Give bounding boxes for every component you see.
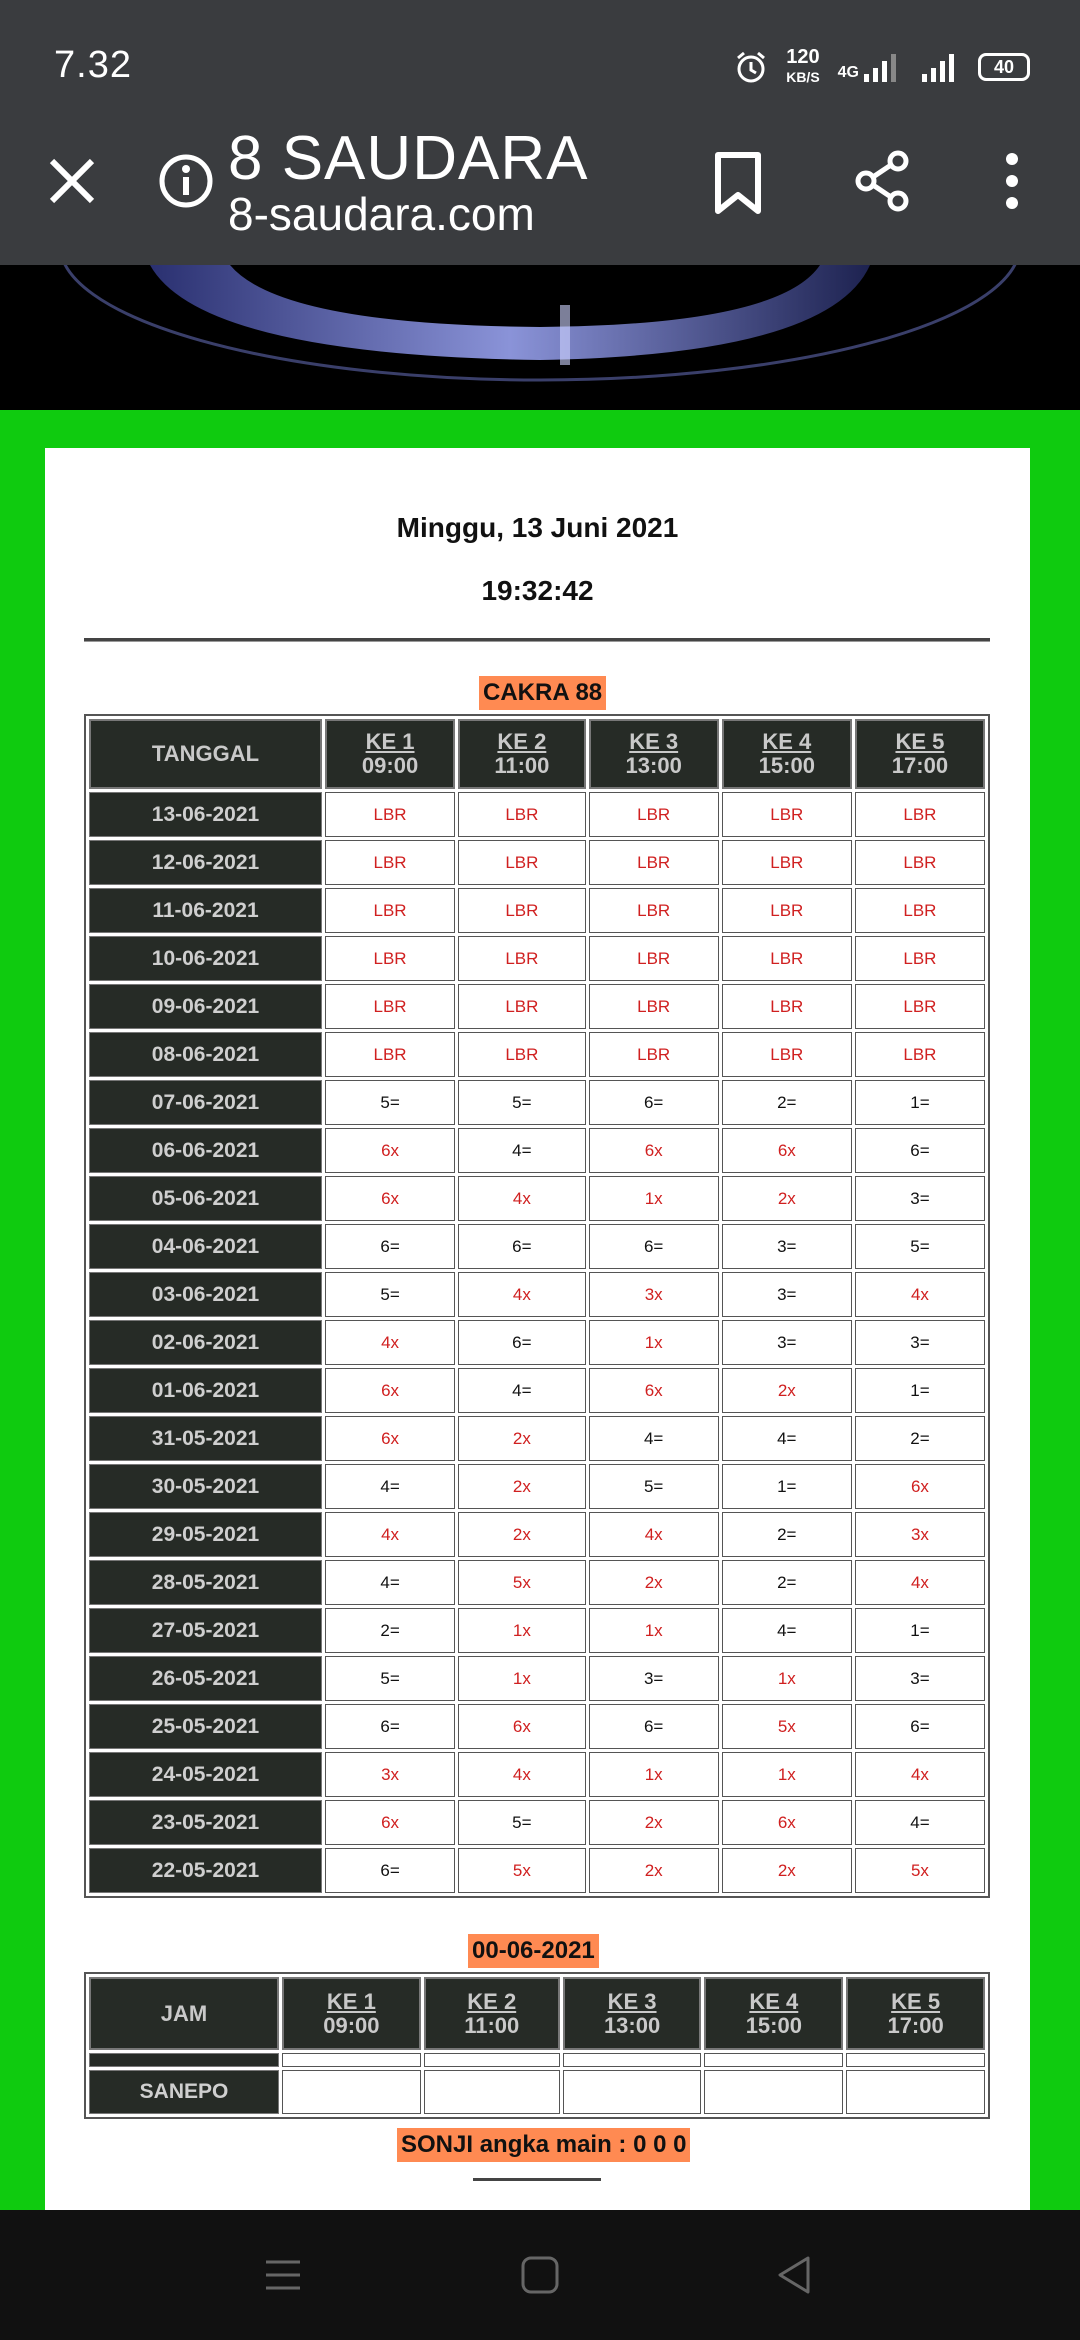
result-cell: LBR bbox=[722, 840, 852, 885]
result-cell: 1x bbox=[722, 1752, 852, 1797]
table-row bbox=[89, 1416, 985, 1461]
back-icon[interactable] bbox=[774, 2254, 814, 2296]
header-ke3[interactable]: KE 3 13:00 bbox=[563, 1977, 702, 2050]
row-date: 06-06-2021 bbox=[89, 1128, 322, 1173]
row-date: 07-06-2021 bbox=[89, 1080, 322, 1125]
result-cell: 5= bbox=[325, 1656, 455, 1701]
result-cell: LBR bbox=[325, 1032, 455, 1077]
result-cell: 4= bbox=[325, 1464, 455, 1509]
result-cell: LBR bbox=[855, 936, 985, 981]
result-cell: 1x bbox=[589, 1176, 719, 1221]
row-date: 12-06-2021 bbox=[89, 840, 322, 885]
result-cell: 3= bbox=[722, 1224, 852, 1269]
table-row bbox=[89, 936, 985, 981]
more-menu-icon[interactable] bbox=[998, 149, 1026, 213]
home-icon[interactable] bbox=[520, 2254, 560, 2296]
empty-cell bbox=[846, 2070, 985, 2114]
result-cell: 1= bbox=[722, 1464, 852, 1509]
result-cell: 1x bbox=[722, 1656, 852, 1701]
result-cell: 2= bbox=[855, 1416, 985, 1461]
result-cell: 2= bbox=[722, 1512, 852, 1557]
battery-icon: 40 bbox=[978, 53, 1030, 81]
header-ke1[interactable]: KE 1 09:00 bbox=[282, 1977, 421, 2050]
result-cell: LBR bbox=[458, 1032, 585, 1077]
table-row bbox=[89, 1464, 985, 1509]
empty-cell bbox=[846, 2053, 985, 2067]
footer-note: SONJI angka main : 0 0 0 bbox=[397, 2128, 690, 2162]
result-cell: LBR bbox=[855, 1032, 985, 1077]
page-date: Minggu, 13 Juni 2021 bbox=[396, 512, 679, 543]
result-cell: LBR bbox=[325, 984, 455, 1029]
empty-cell bbox=[282, 2070, 421, 2114]
result-cell: LBR bbox=[589, 1032, 719, 1077]
result-cell: 4= bbox=[325, 1560, 455, 1605]
table-row bbox=[89, 1224, 985, 1269]
row-date: 05-06-2021 bbox=[89, 1176, 322, 1221]
result-cell: 3= bbox=[722, 1272, 852, 1317]
result-cell: 6= bbox=[325, 1704, 455, 1749]
result-cell: 3= bbox=[589, 1656, 719, 1701]
result-cell: 4x bbox=[458, 1176, 585, 1221]
result-cell: LBR bbox=[722, 984, 852, 1029]
table-row bbox=[89, 2053, 985, 2067]
result-cell: 3= bbox=[855, 1176, 985, 1221]
result-cell: LBR bbox=[589, 888, 719, 933]
browser-toolbar bbox=[0, 125, 1080, 265]
empty-cell bbox=[563, 2070, 702, 2114]
result-cell: 4= bbox=[855, 1800, 985, 1845]
table-row bbox=[89, 1704, 985, 1749]
result-cell: 4= bbox=[589, 1416, 719, 1461]
page-clock: 19:32:42 bbox=[481, 575, 594, 606]
result-cell: 6= bbox=[589, 1080, 719, 1125]
result-cell: 4x bbox=[589, 1512, 719, 1557]
result-cell: LBR bbox=[589, 936, 719, 981]
row-date: 31-05-2021 bbox=[89, 1416, 322, 1461]
result-cell: LBR bbox=[855, 840, 985, 885]
result-cell: 6= bbox=[589, 1704, 719, 1749]
bookmark-icon[interactable] bbox=[710, 151, 766, 215]
table-row bbox=[89, 1848, 985, 1893]
result-cell: 3x bbox=[589, 1272, 719, 1317]
alarm-icon bbox=[734, 50, 768, 84]
result-cell: 6= bbox=[325, 1224, 455, 1269]
empty-cell bbox=[704, 2070, 843, 2114]
header-ke4[interactable]: KE 4 15:00 bbox=[722, 719, 852, 789]
row-date: 11-06-2021 bbox=[89, 888, 322, 933]
result-cell: 2x bbox=[722, 1848, 852, 1893]
row-date: 25-05-2021 bbox=[89, 1704, 322, 1749]
result-cell: LBR bbox=[458, 984, 585, 1029]
row-date: 29-05-2021 bbox=[89, 1512, 322, 1557]
row-date: 01-06-2021 bbox=[89, 1368, 322, 1413]
menu-icon[interactable] bbox=[262, 2254, 304, 2296]
status-icons bbox=[734, 44, 1030, 90]
table-row bbox=[89, 1656, 985, 1701]
result-cell: 6x bbox=[855, 1464, 985, 1509]
empty-cell bbox=[424, 2053, 560, 2067]
result-cell: 4x bbox=[325, 1512, 455, 1557]
result-cell: LBR bbox=[722, 888, 852, 933]
result-cell: 6x bbox=[458, 1704, 585, 1749]
result-cell: 4x bbox=[325, 1320, 455, 1365]
result-cell: LBR bbox=[589, 792, 719, 837]
header-ke5[interactable]: KE 5 17:00 bbox=[855, 719, 985, 789]
result-cell: LBR bbox=[855, 888, 985, 933]
divider bbox=[473, 2178, 601, 2181]
row-date: 27-05-2021 bbox=[89, 1608, 322, 1653]
table-row bbox=[89, 840, 985, 885]
signal-icon-2 bbox=[920, 52, 960, 82]
result-cell: 6x bbox=[722, 1128, 852, 1173]
row-date: 28-05-2021 bbox=[89, 1560, 322, 1605]
header-ke1[interactable]: KE 1 09:00 bbox=[325, 719, 455, 789]
table-header-row bbox=[89, 719, 985, 789]
result-cell: LBR bbox=[325, 888, 455, 933]
close-icon[interactable] bbox=[44, 153, 100, 209]
table-row bbox=[89, 1032, 985, 1077]
row-date: 26-05-2021 bbox=[89, 1656, 322, 1701]
result-cell: 2x bbox=[722, 1368, 852, 1413]
result-cell: 3= bbox=[722, 1320, 852, 1365]
table-row bbox=[89, 1512, 985, 1557]
result-cell: LBR bbox=[722, 936, 852, 981]
result-cell: LBR bbox=[589, 984, 719, 1029]
result-cell: 5= bbox=[325, 1080, 455, 1125]
results-table bbox=[84, 714, 990, 1898]
result-cell: 5x bbox=[855, 1848, 985, 1893]
result-cell: 4x bbox=[855, 1560, 985, 1605]
empty-cell bbox=[563, 2053, 702, 2067]
result-cell: 2x bbox=[589, 1800, 719, 1845]
result-cell: LBR bbox=[722, 1032, 852, 1077]
second-table-caption: 00-06-2021 bbox=[468, 1934, 599, 1968]
result-cell: 6= bbox=[325, 1848, 455, 1893]
result-cell: 6x bbox=[589, 1368, 719, 1413]
result-cell: 3x bbox=[325, 1752, 455, 1797]
result-cell: 2x bbox=[458, 1416, 585, 1461]
result-cell: 6= bbox=[458, 1224, 585, 1269]
result-cell: 1x bbox=[589, 1608, 719, 1653]
header-jam: JAM bbox=[89, 1977, 279, 2050]
table-caption: CAKRA 88 bbox=[479, 676, 606, 710]
result-cell: LBR bbox=[325, 936, 455, 981]
result-cell: 4= bbox=[722, 1416, 852, 1461]
result-cell: 5= bbox=[325, 1272, 455, 1317]
table-row bbox=[89, 1800, 985, 1845]
table-row bbox=[89, 1560, 985, 1605]
table-row bbox=[89, 1320, 985, 1365]
table-row bbox=[89, 1752, 985, 1797]
header-ke2[interactable]: KE 2 11:00 bbox=[458, 719, 585, 789]
result-cell: 6x bbox=[589, 1128, 719, 1173]
empty-cell bbox=[282, 2053, 421, 2067]
header-ke5[interactable]: KE 5 17:00 bbox=[846, 1977, 985, 2050]
result-cell: 6x bbox=[325, 1800, 455, 1845]
result-cell: 2x bbox=[458, 1464, 585, 1509]
result-cell: 2x bbox=[589, 1848, 719, 1893]
row-date: 23-05-2021 bbox=[89, 1800, 322, 1845]
banner-graphic bbox=[0, 265, 1080, 410]
row-date: 10-06-2021 bbox=[89, 936, 322, 981]
result-cell: 4x bbox=[458, 1752, 585, 1797]
result-cell: LBR bbox=[458, 840, 585, 885]
row-date: 04-06-2021 bbox=[89, 1224, 322, 1269]
result-cell: 1x bbox=[589, 1320, 719, 1365]
row-date: 02-06-2021 bbox=[89, 1320, 322, 1365]
empty-cell bbox=[89, 2053, 279, 2067]
table-row bbox=[89, 2070, 985, 2114]
result-cell: 3= bbox=[855, 1656, 985, 1701]
header-ke4[interactable]: KE 4 15:00 bbox=[704, 1977, 843, 2050]
result-cell: LBR bbox=[458, 936, 585, 981]
table-row bbox=[89, 888, 985, 933]
result-cell: 6= bbox=[589, 1224, 719, 1269]
row-date: 30-05-2021 bbox=[89, 1464, 322, 1509]
result-cell: LBR bbox=[325, 840, 455, 885]
header-tanggal: TANGGAL bbox=[89, 719, 322, 789]
table-header-row bbox=[89, 1977, 985, 2050]
result-cell: LBR bbox=[589, 840, 719, 885]
result-cell: 3= bbox=[855, 1320, 985, 1365]
result-cell: 4x bbox=[855, 1752, 985, 1797]
result-cell: 1x bbox=[589, 1752, 719, 1797]
row-date: 09-06-2021 bbox=[89, 984, 322, 1029]
result-cell: 6x bbox=[325, 1368, 455, 1413]
result-cell: 2= bbox=[722, 1560, 852, 1605]
result-cell: 3x bbox=[855, 1512, 985, 1557]
result-cell: 6= bbox=[855, 1128, 985, 1173]
table-row bbox=[89, 1080, 985, 1125]
result-cell: 4= bbox=[458, 1368, 585, 1413]
system-nav-bar bbox=[0, 2210, 1080, 2340]
empty-cell bbox=[704, 2053, 843, 2067]
row-date: 24-05-2021 bbox=[89, 1752, 322, 1797]
result-cell: 1x bbox=[458, 1656, 585, 1701]
result-cell: 1= bbox=[855, 1608, 985, 1653]
result-cell: LBR bbox=[855, 792, 985, 837]
result-cell: 1x bbox=[458, 1608, 585, 1653]
result-cell: 4x bbox=[855, 1272, 985, 1317]
sanepo-table bbox=[84, 1972, 990, 2119]
result-cell: 4x bbox=[458, 1272, 585, 1317]
result-cell: 5x bbox=[458, 1848, 585, 1893]
table-row bbox=[89, 1368, 985, 1413]
result-cell: 5x bbox=[458, 1560, 585, 1605]
result-cell: 2x bbox=[722, 1176, 852, 1221]
site-title: 8 SAUDARA bbox=[228, 124, 589, 193]
result-cell: 6x bbox=[325, 1128, 455, 1173]
network-type: 4G bbox=[837, 64, 859, 81]
header-ke2[interactable]: KE 2 11:00 bbox=[424, 1977, 560, 2050]
site-banner bbox=[0, 265, 1080, 410]
table-row bbox=[89, 1608, 985, 1653]
header-ke3[interactable]: KE 3 13:00 bbox=[589, 719, 719, 789]
site-host: 8-saudara.com bbox=[228, 188, 535, 240]
result-cell: 5= bbox=[458, 1800, 585, 1845]
result-cell: 5= bbox=[589, 1464, 719, 1509]
signal-icon bbox=[862, 52, 902, 82]
result-cell: LBR bbox=[722, 792, 852, 837]
share-icon[interactable] bbox=[852, 149, 912, 213]
result-cell: LBR bbox=[458, 888, 585, 933]
table-row bbox=[89, 984, 985, 1029]
result-cell: 6x bbox=[325, 1176, 455, 1221]
result-cell: 2= bbox=[325, 1608, 455, 1653]
table-row bbox=[89, 1128, 985, 1173]
result-cell: 1= bbox=[855, 1368, 985, 1413]
row-date: 13-06-2021 bbox=[89, 792, 322, 837]
result-cell: 5= bbox=[458, 1080, 585, 1125]
result-cell: 6= bbox=[855, 1704, 985, 1749]
row-date: 22-05-2021 bbox=[89, 1848, 322, 1893]
result-cell: LBR bbox=[325, 792, 455, 837]
table-row bbox=[89, 792, 985, 837]
info-icon[interactable] bbox=[158, 153, 214, 209]
status-bar bbox=[0, 0, 1080, 125]
network-speed: 120 KB/S bbox=[786, 46, 820, 85]
row-date: 03-06-2021 bbox=[89, 1272, 322, 1317]
row-label-sanepo: SANEPO bbox=[89, 2070, 279, 2114]
empty-cell bbox=[424, 2070, 560, 2114]
result-cell: 2x bbox=[589, 1560, 719, 1605]
result-cell: 6= bbox=[458, 1320, 585, 1365]
result-cell: LBR bbox=[855, 984, 985, 1029]
result-cell: 6x bbox=[722, 1800, 852, 1845]
table-row bbox=[89, 1176, 985, 1221]
result-cell: 2= bbox=[722, 1080, 852, 1125]
row-date: 08-06-2021 bbox=[89, 1032, 322, 1077]
result-cell: 5= bbox=[855, 1224, 985, 1269]
result-cell: 5x bbox=[722, 1704, 852, 1749]
result-cell: 2x bbox=[458, 1512, 585, 1557]
divider bbox=[84, 638, 990, 642]
result-cell: 4= bbox=[458, 1128, 585, 1173]
result-cell: 4= bbox=[722, 1608, 852, 1653]
result-cell: 1= bbox=[855, 1080, 985, 1125]
table-row bbox=[89, 1272, 985, 1317]
status-time: 7.32 bbox=[54, 44, 132, 86]
result-cell: LBR bbox=[458, 792, 585, 837]
result-cell: 6x bbox=[325, 1416, 455, 1461]
